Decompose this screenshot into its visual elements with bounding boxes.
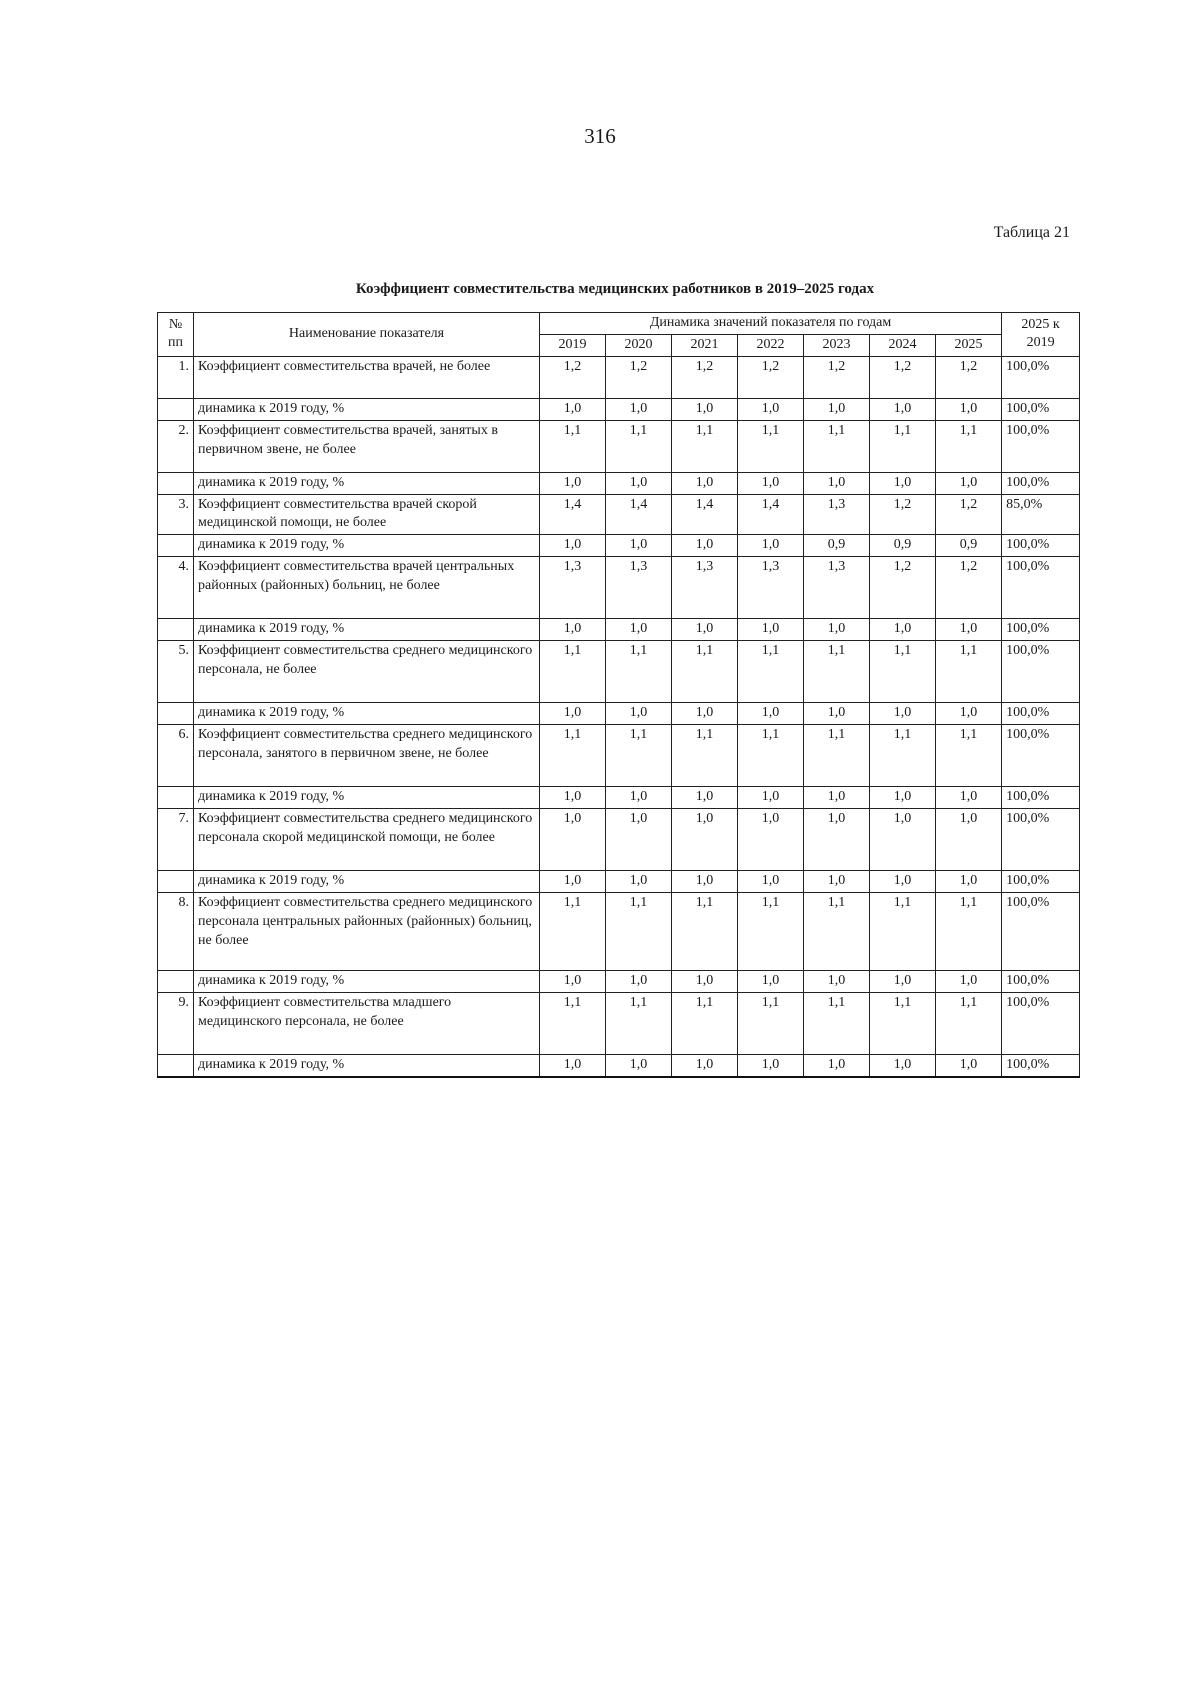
dynamics-value-cell: 1,0 <box>606 1054 672 1076</box>
dynamics-value-cell: 1,0 <box>936 970 1002 992</box>
dynamics-row <box>158 870 1080 892</box>
value-cell: 1,2 <box>738 356 804 398</box>
dynamics-value-cell: 0,9 <box>804 535 870 557</box>
ratio-cell: 100,0% <box>1002 420 1080 472</box>
value-cell: 1,1 <box>606 992 672 1054</box>
header-year: 2024 <box>870 334 936 356</box>
value-cell: 1,1 <box>870 420 936 472</box>
indicator-name: Коэффициент совместительства среднего медицинского персонала, не более <box>194 641 540 703</box>
dynamics-value-cell: 1,0 <box>540 970 606 992</box>
empty-number-cell <box>158 787 194 809</box>
indicator-name: Коэффициент совместительства врачей центральных районных (районных) больниц, не более <box>194 557 540 619</box>
dynamics-value-cell: 1,0 <box>870 1054 936 1076</box>
ratio-cell: 100,0% <box>1002 725 1080 787</box>
value-cell: 1,4 <box>672 494 738 535</box>
dynamics-value-cell: 1,0 <box>870 703 936 725</box>
value-cell: 1,0 <box>606 808 672 870</box>
table-row <box>158 557 1080 619</box>
header-ratio: 2025 к 2019 <box>1002 313 1080 357</box>
value-cell: 1,1 <box>804 892 870 970</box>
table-row <box>158 494 1080 535</box>
indicator-table <box>157 312 1080 1078</box>
header-row <box>158 313 1080 335</box>
dynamics-ratio-cell: 100,0% <box>1002 535 1080 557</box>
value-cell: 1,3 <box>606 557 672 619</box>
indicator-name: Коэффициент совместительства врачей скорой медицинской помощи, не более <box>194 494 540 535</box>
dynamics-value-cell: 1,0 <box>606 787 672 809</box>
dynamics-value-cell: 1,0 <box>936 703 1002 725</box>
table-row <box>158 641 1080 703</box>
dynamics-label: динамика к 2019 году, % <box>194 703 540 725</box>
dynamics-value-cell: 1,0 <box>738 535 804 557</box>
dynamics-value-cell: 1,0 <box>672 535 738 557</box>
value-cell: 1,3 <box>672 557 738 619</box>
header-year: 2025 <box>936 334 1002 356</box>
header-year: 2023 <box>804 334 870 356</box>
value-cell: 1,0 <box>672 808 738 870</box>
value-cell: 1,4 <box>738 494 804 535</box>
dynamics-value-cell: 1,0 <box>672 472 738 494</box>
dynamics-value-cell: 1,0 <box>936 472 1002 494</box>
dynamics-value-cell: 1,0 <box>606 398 672 420</box>
indicator-name: Коэффициент совместительства врачей, не более <box>194 356 540 398</box>
dynamics-label: динамика к 2019 году, % <box>194 970 540 992</box>
dynamics-value-cell: 1,0 <box>738 619 804 641</box>
row-number: 7. <box>158 808 194 870</box>
dynamics-value-cell: 1,0 <box>672 870 738 892</box>
dynamics-value-cell: 1,0 <box>672 619 738 641</box>
dynamics-value-cell: 1,0 <box>804 398 870 420</box>
row-number: 5. <box>158 641 194 703</box>
dynamics-value-cell: 1,0 <box>540 619 606 641</box>
dynamics-ratio-cell: 100,0% <box>1002 870 1080 892</box>
dynamics-value-cell: 1,0 <box>870 970 936 992</box>
dynamics-value-cell: 1,0 <box>606 703 672 725</box>
row-number: 6. <box>158 725 194 787</box>
dynamics-value-cell: 1,0 <box>606 619 672 641</box>
value-cell: 1,1 <box>540 892 606 970</box>
dynamics-value-cell: 1,0 <box>870 619 936 641</box>
indicator-name: Коэффициент совместительства среднего медицинского персонала, занятого в первичном звене, не более <box>194 725 540 787</box>
dynamics-value-cell: 1,0 <box>804 1054 870 1076</box>
dynamics-value-cell: 1,0 <box>540 787 606 809</box>
dynamics-value-cell: 1,0 <box>672 703 738 725</box>
indicator-name: Коэффициент совместительства младшего медицинского персонала, не более <box>194 992 540 1054</box>
ratio-cell: 85,0% <box>1002 494 1080 535</box>
value-cell: 1,1 <box>738 992 804 1054</box>
table-row <box>158 892 1080 970</box>
table-body <box>158 356 1080 1076</box>
table-row <box>158 420 1080 472</box>
value-cell: 1,1 <box>606 892 672 970</box>
value-cell: 1,2 <box>870 494 936 535</box>
value-cell: 1,1 <box>936 725 1002 787</box>
dynamics-value-cell: 1,0 <box>804 970 870 992</box>
value-cell: 1,1 <box>936 420 1002 472</box>
indicator-name: Коэффициент совместительства среднего медицинского персонала скорой медицинской помощи, не более <box>194 808 540 870</box>
header-name: Наименование показателя <box>194 313 540 357</box>
value-cell: 1,1 <box>936 641 1002 703</box>
dynamics-label: динамика к 2019 году, % <box>194 472 540 494</box>
dynamics-value-cell: 1,0 <box>870 787 936 809</box>
table-row <box>158 725 1080 787</box>
value-cell: 1,3 <box>738 557 804 619</box>
dynamics-label: динамика к 2019 году, % <box>194 1054 540 1076</box>
ratio-cell: 100,0% <box>1002 892 1080 970</box>
dynamics-value-cell: 1,0 <box>738 970 804 992</box>
value-cell: 1,1 <box>738 641 804 703</box>
dynamics-row <box>158 619 1080 641</box>
ratio-cell: 100,0% <box>1002 641 1080 703</box>
value-cell: 1,1 <box>672 641 738 703</box>
empty-number-cell <box>158 1054 194 1076</box>
dynamics-label: динамика к 2019 году, % <box>194 787 540 809</box>
dynamics-value-cell: 1,0 <box>606 472 672 494</box>
empty-number-cell <box>158 619 194 641</box>
dynamics-value-cell: 1,0 <box>672 970 738 992</box>
dynamics-row <box>158 703 1080 725</box>
dynamics-row <box>158 970 1080 992</box>
value-cell: 1,1 <box>606 420 672 472</box>
value-cell: 1,1 <box>672 892 738 970</box>
dynamics-value-cell: 1,0 <box>870 870 936 892</box>
empty-number-cell <box>158 472 194 494</box>
dynamics-row <box>158 535 1080 557</box>
empty-number-cell <box>158 870 194 892</box>
value-cell: 1,1 <box>606 641 672 703</box>
empty-number-cell <box>158 398 194 420</box>
value-cell: 1,2 <box>606 356 672 398</box>
dynamics-label: динамика к 2019 году, % <box>194 870 540 892</box>
dynamics-value-cell: 1,0 <box>540 1054 606 1076</box>
value-cell: 1,1 <box>936 892 1002 970</box>
value-cell: 1,1 <box>804 992 870 1054</box>
value-cell: 1,2 <box>672 356 738 398</box>
ratio-cell: 100,0% <box>1002 356 1080 398</box>
empty-number-cell <box>158 970 194 992</box>
dynamics-ratio-cell: 100,0% <box>1002 703 1080 725</box>
value-cell: 1,2 <box>936 356 1002 398</box>
dynamics-value-cell: 0,9 <box>936 535 1002 557</box>
row-number: 2. <box>158 420 194 472</box>
value-cell: 1,1 <box>870 992 936 1054</box>
dynamics-value-cell: 1,0 <box>540 535 606 557</box>
dynamics-value-cell: 1,0 <box>540 703 606 725</box>
table-title: Коэффициент совместительства медицинских работников в 2019–2025 годах <box>355 281 875 297</box>
indicator-name: Коэффициент совместительства врачей, занятых в первичном звене, не более <box>194 420 540 472</box>
dynamics-value-cell: 1,0 <box>738 1054 804 1076</box>
value-cell: 1,1 <box>540 725 606 787</box>
ratio-cell: 100,0% <box>1002 992 1080 1054</box>
empty-number-cell <box>158 535 194 557</box>
table-row <box>158 992 1080 1054</box>
dynamics-value-cell: 1,0 <box>804 472 870 494</box>
dynamics-value-cell: 1,0 <box>804 870 870 892</box>
header-year: 2020 <box>606 334 672 356</box>
value-cell: 1,1 <box>672 992 738 1054</box>
value-cell: 1,2 <box>936 557 1002 619</box>
dynamics-value-cell: 1,0 <box>804 787 870 809</box>
dynamics-value-cell: 1,0 <box>540 870 606 892</box>
dynamics-value-cell: 1,0 <box>936 398 1002 420</box>
value-cell: 1,2 <box>870 356 936 398</box>
dynamics-label: динамика к 2019 году, % <box>194 398 540 420</box>
row-number: 4. <box>158 557 194 619</box>
value-cell: 1,3 <box>804 557 870 619</box>
dynamics-value-cell: 1,0 <box>540 472 606 494</box>
dynamics-value-cell: 1,0 <box>870 398 936 420</box>
dynamics-ratio-cell: 100,0% <box>1002 619 1080 641</box>
value-cell: 1,1 <box>540 641 606 703</box>
header-year: 2022 <box>738 334 804 356</box>
dynamics-value-cell: 1,0 <box>936 787 1002 809</box>
dynamics-row <box>158 787 1080 809</box>
header-year: 2019 <box>540 334 606 356</box>
row-number: 8. <box>158 892 194 970</box>
table-row <box>158 808 1080 870</box>
value-cell: 1,0 <box>936 808 1002 870</box>
table-label: Таблица 21 <box>993 224 1070 241</box>
dynamics-value-cell: 1,0 <box>804 619 870 641</box>
value-cell: 1,0 <box>540 808 606 870</box>
dynamics-ratio-cell: 100,0% <box>1002 398 1080 420</box>
dynamics-value-cell: 1,0 <box>606 535 672 557</box>
value-cell: 1,3 <box>540 557 606 619</box>
dynamics-row <box>158 398 1080 420</box>
dynamics-ratio-cell: 100,0% <box>1002 970 1080 992</box>
value-cell: 1,0 <box>738 808 804 870</box>
empty-number-cell <box>158 703 194 725</box>
value-cell: 1,1 <box>870 892 936 970</box>
dynamics-row <box>158 472 1080 494</box>
value-cell: 1,1 <box>738 892 804 970</box>
dynamics-row <box>158 1054 1080 1076</box>
dynamics-value-cell: 1,0 <box>672 787 738 809</box>
value-cell: 1,2 <box>870 557 936 619</box>
dynamics-label: динамика к 2019 году, % <box>194 535 540 557</box>
value-cell: 1,1 <box>672 725 738 787</box>
dynamics-label: динамика к 2019 году, % <box>194 619 540 641</box>
value-cell: 1,0 <box>870 808 936 870</box>
dynamics-value-cell: 1,0 <box>606 870 672 892</box>
value-cell: 1,1 <box>540 420 606 472</box>
value-cell: 1,1 <box>804 641 870 703</box>
value-cell: 1,4 <box>606 494 672 535</box>
dynamics-value-cell: 1,0 <box>804 703 870 725</box>
value-cell: 1,1 <box>804 420 870 472</box>
value-cell: 1,0 <box>804 808 870 870</box>
header-year: 2021 <box>672 334 738 356</box>
value-cell: 1,1 <box>870 641 936 703</box>
dynamics-value-cell: 1,0 <box>672 398 738 420</box>
value-cell: 1,4 <box>540 494 606 535</box>
table-row <box>158 356 1080 398</box>
dynamics-ratio-cell: 100,0% <box>1002 787 1080 809</box>
value-cell: 1,3 <box>804 494 870 535</box>
dynamics-value-cell: 1,0 <box>540 398 606 420</box>
row-number: 1. <box>158 356 194 398</box>
row-number: 9. <box>158 992 194 1054</box>
dynamics-ratio-cell: 100,0% <box>1002 472 1080 494</box>
dynamics-value-cell: 1,0 <box>936 870 1002 892</box>
value-cell: 1,1 <box>672 420 738 472</box>
dynamics-value-cell: 1,0 <box>870 472 936 494</box>
dynamics-value-cell: 1,0 <box>738 703 804 725</box>
indicator-name: Коэффициент совместительства среднего медицинского персонала центральных районных (районных) больниц, не более <box>194 892 540 970</box>
page-number: 316 <box>584 124 616 148</box>
dynamics-value-cell: 1,0 <box>606 970 672 992</box>
value-cell: 1,1 <box>936 992 1002 1054</box>
dynamics-value-cell: 1,0 <box>936 1054 1002 1076</box>
dynamics-value-cell: 1,0 <box>738 787 804 809</box>
value-cell: 1,2 <box>936 494 1002 535</box>
dynamics-value-cell: 1,0 <box>672 1054 738 1076</box>
value-cell: 1,1 <box>870 725 936 787</box>
value-cell: 1,1 <box>738 725 804 787</box>
dynamics-value-cell: 1,0 <box>738 472 804 494</box>
dynamics-value-cell: 1,0 <box>738 398 804 420</box>
ratio-cell: 100,0% <box>1002 557 1080 619</box>
header-dynamics: Динамика значений показателя по годам <box>540 313 1002 335</box>
dynamics-value-cell: 1,0 <box>936 619 1002 641</box>
ratio-cell: 100,0% <box>1002 808 1080 870</box>
dynamics-value-cell: 0,9 <box>870 535 936 557</box>
value-cell: 1,1 <box>606 725 672 787</box>
value-cell: 1,2 <box>540 356 606 398</box>
value-cell: 1,2 <box>804 356 870 398</box>
dynamics-ratio-cell: 100,0% <box>1002 1054 1080 1076</box>
value-cell: 1,1 <box>540 992 606 1054</box>
value-cell: 1,1 <box>738 420 804 472</box>
dynamics-value-cell: 1,0 <box>738 870 804 892</box>
row-number: 3. <box>158 494 194 535</box>
value-cell: 1,1 <box>804 725 870 787</box>
header-no: № пп <box>158 313 194 357</box>
